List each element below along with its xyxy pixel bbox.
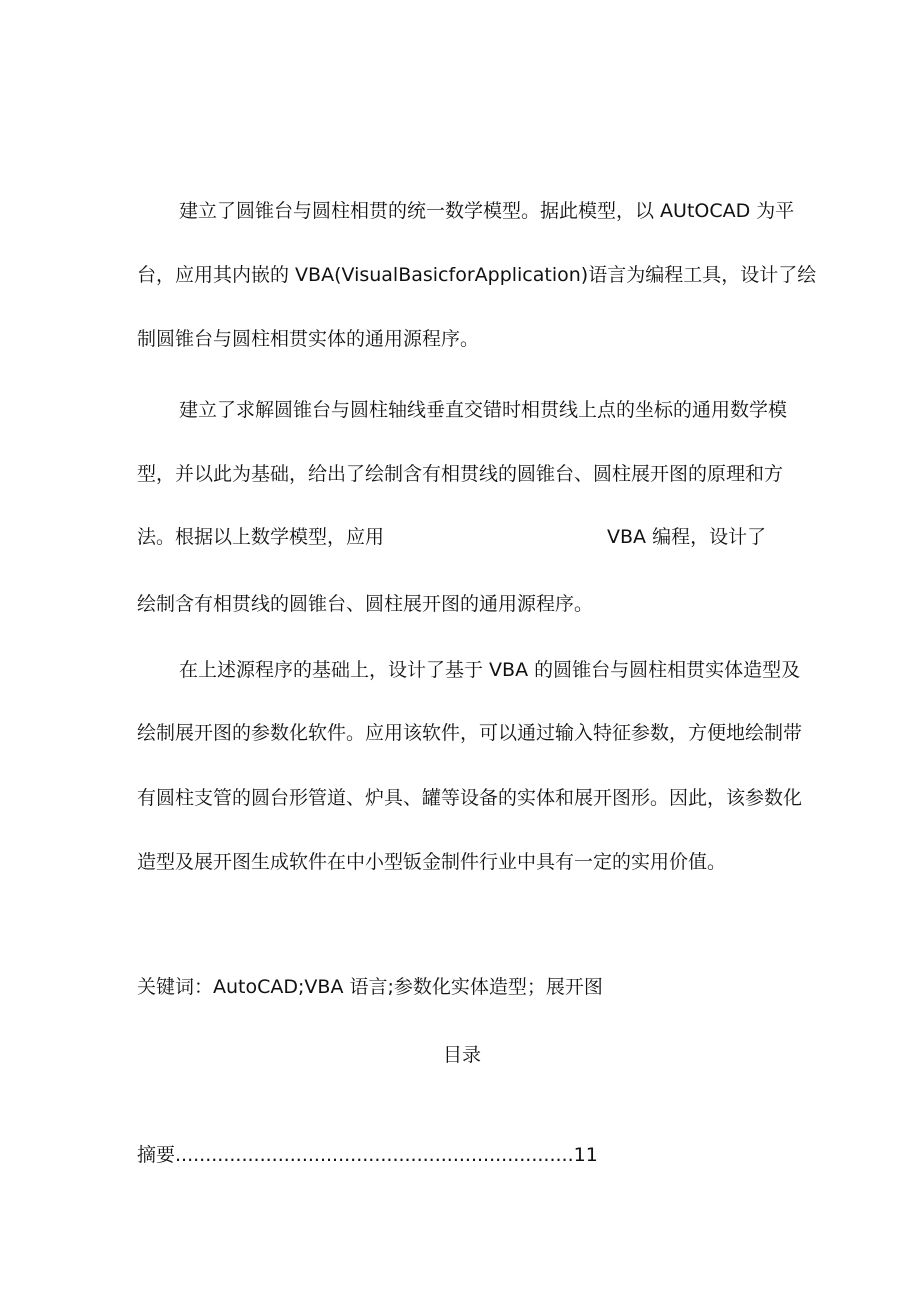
abstract-p2-line3-left: 法。根据以上数学模型，应用 — [137, 526, 385, 548]
abstract-p2-line1: 建立了求解圆锥台与圆柱轴线垂直交错时相贯线上点的坐标的通用数学模 — [179, 399, 788, 421]
toc-entry-label: 摘要 — [137, 1144, 176, 1166]
abstract-p2-line2: 型，并以此为基础，给出了绘制含有相贯线的圆锥台、圆柱展开图的原理和方 — [137, 463, 784, 485]
abstract-p3-line2: 绘制展开图的参数化软件。应用该软件，可以通过输入特征参数，方便地绘制带 — [137, 722, 803, 744]
toc-title: 目录 — [443, 1044, 482, 1066]
abstract-p3-line1: 在上述源程序的基础上，设计了基于 VBA 的圆锥台与圆柱相贯实体造型及 — [179, 659, 801, 681]
abstract-p2-line4: 绘制含有相贯线的圆锥台、圆柱展开图的通用源程序。 — [137, 593, 594, 615]
toc-entry-page: 11 — [573, 1144, 598, 1166]
abstract-p1-line3: 制圆锥台与圆柱相贯实体的通用源程序。 — [137, 328, 480, 350]
abstract-p1-line2: 台，应用其内嵌的 VBA(VisualBasicforApplication)语言为编程工具，设计了绘 — [137, 264, 817, 286]
abstract-p3-line3: 有圆柱支管的圆台形管道、炉具、罐等设备的实体和展开图形。因此，该参数化 — [137, 787, 803, 809]
abstract-p1-line1: 建立了圆锥台与圆柱相贯的统一数学模型。据此模型，以 AUtOCAD 为平 — [179, 200, 795, 222]
toc-entry-leader: .................................................................. — [175, 1144, 574, 1166]
abstract-p2-line3-right: VBA 编程，设计了 — [607, 526, 767, 548]
keywords-line: 关键词：AutoCAD;VBA 语言;参数化实体造型；展开图 — [137, 976, 603, 998]
abstract-p3-line4: 造型及展开图生成软件在中小型钣金制件行业中具有一定的实用价值。 — [137, 851, 727, 873]
toc-entry[interactable] — [137, 1143, 598, 1167]
